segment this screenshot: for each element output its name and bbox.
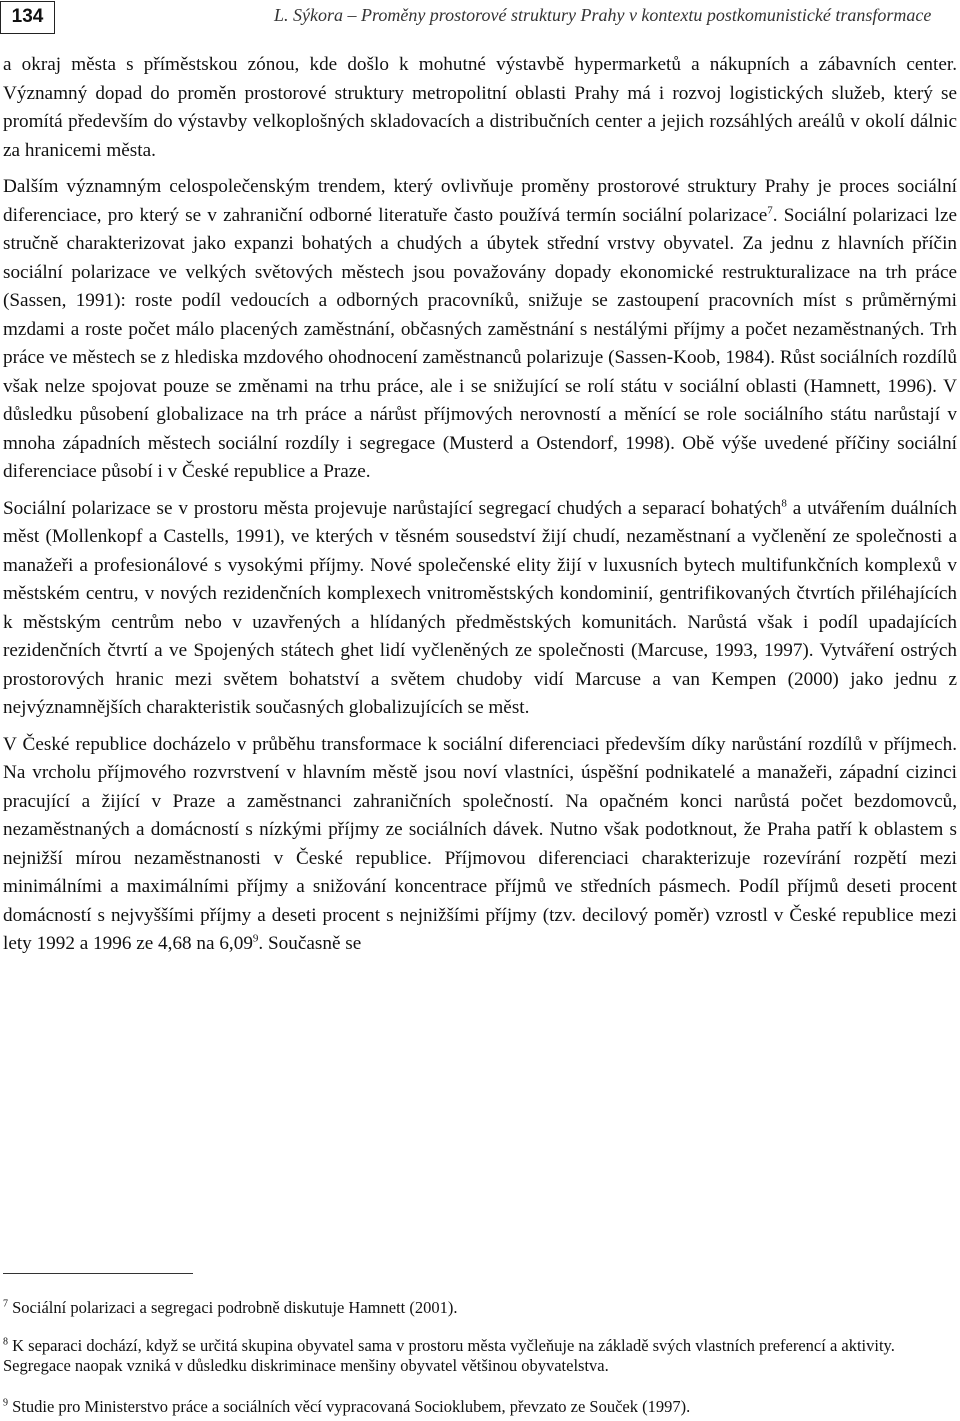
running-title: L. Sýkora – Proměny prostorové struktury Prahy v kontextu postkomunistické transformace: [274, 5, 932, 25]
paragraph-1: a okraj města s příměstskou zónou, kde došlo k mohutné výstavbě hypermarketů a nákupních a zábavních center. Významný dopad do proměn prostorové struktury metropolitní oblasti Prahy má i rozvoj logistických služeb, který se promítá především do výstavby velkoplošných skladovacích a distribučních center a jejich rozsáhlých areálů v okolí dálnic za hranicemi města.: [3, 54, 957, 161]
paragraph-2-part-a: Dalším významným celospolečenským trendem, který ovlivňuje proměny prostorové struktury Prahy je proces sociální diferenciace, pro který se v zahraniční odborné literatuře často používá termín sociální polarizace: [3, 176, 957, 226]
footnote-7-number: 7: [3, 1298, 8, 1310]
footnote-7-text: Sociální polarizaci a segregaci podrobně diskutuje Hamnett (2001).: [8, 1298, 458, 1317]
footnote-ref-8: 8: [781, 497, 787, 510]
footnote-8-number: 8: [3, 1336, 8, 1348]
footnote-9-text: Studie pro Ministerstvo práce a sociálních věcí vypracovaná Socioklubem, převzato ze Souček (1997).: [8, 1397, 691, 1416]
footnote-8-text: K separaci dochází, když se určitá skupina obyvatel sama v prostoru města vyčleňuje na základě svých vlastních preferencí a aktivity. Segregace naopak vzniká v důsledku diskriminace menšiny obyvatel většinou obyvatelstva.: [3, 1336, 895, 1375]
paragraph-4-part-b: . Současně se: [258, 933, 362, 954]
paragraph-3-part-b: a utvářením duálních měst (Mollenkopf a Castells, 1991), ve kterých v těsném sousedství žijí chudí, nezaměstnaní a vyčlenění ze společnosti a manažeři a profesionálové s vysokými příjmy. Nové společenské elity žijí v luxusních bytech multifunkčních komplexů v městském centru, v nových rezidenčních komplexech vnitroměstských kondominií, gentrifikovaných čtvrtích přiléhajících k městským centrům nebo v uzavřených a hlídaných předměstských komunitách. Narůstá však i podíl upadajících rezidenčních čtvrtí a ve Spojených státech ghet lidí vyčleněných ze společnosti (Marcuse, 1993, 1997). Vytváření ostrých prostorových hranic mezi světem bohatství a světem chudoby vidí Marcuse a van Kempen (2000) jako jednu z nejvýznamnějších charakteristik současných globalizujících se měst.: [3, 497, 957, 718]
paragraph-2: [3, 173, 957, 487]
paragraph-4: [3, 731, 957, 959]
footnote-ref-7: 7: [767, 204, 773, 217]
paragraph-2-part-b: . Sociální polarizaci lze stručně charakterizovat jako expanzi bohatých a chudých a úbytek střední vrstvy obyvatel. Za jednu z hlavních příčin sociální polarizace ve velkých světových městech jsou považovány dopady ekonomické restrukturalizace na trh práce (Sassen, 1991): roste podíl vedoucích a odborných pracovníků, snižuje se zastoupení pracovních míst s průměrnými mzdami a roste počet málo placených zaměstnání, občasných zaměstnání s nestálými příjmy a počet nezaměstnaných. Trh práce ve městech se z hlediska mzdového ohodnocení zaměstnanců polarizuje (Sassen-Koob, 1984). Růst sociálních rozdílů však nelze spojovat pouze se změnami na trhu práce, ale i se snižující se rolí státu v sociální oblasti (Hamnett, 1996). V důsledku působení globalizace na trh práce a nárůst příjmových nerovností a měnící se role sociálního státu narůstají v mnoha západních městech sociální rozdíly i segregace (Musterd a Ostendorf, 1998). Obě výše uvedené příčiny sociální diferenciace působí i v České republice a Praze.: [3, 204, 958, 482]
footnote-7: [3, 1298, 957, 1318]
page-header: [0, 0, 960, 36]
footnote-ref-9: 9: [252, 932, 259, 945]
footnote-separator: [3, 1273, 193, 1274]
page-number: 134: [0, 1, 55, 34]
body-text: [3, 51, 957, 959]
footnote-9: [3, 1397, 957, 1417]
paragraph-3-part-a: Sociální polarizace se v prostoru města projevuje narůstající segregací chudých a separací bohatých: [3, 497, 782, 519]
paragraph-4-part-a: V České republice docházelo v průběhu transformace k sociální diferenciaci především díky narůstání rozdílů v příjmech. Na vrcholu příjmového rozvrstvení v hlavním městě jsou noví vlastníci, úspěšní podnikatelé a manažeři, západní cizinci pracující a žijící v Praze a zaměstnanci zahraničních společností. Na opačném konci narůstá počet bezdomovců, nezaměstnaných a domácností s nízkými příjmy ze sociálních dávek. Nutno však podotknout, že Praha patří k oblastem s nejnižší mírou nezaměstnanosti v České republice. Příjmovou diferenciaci charakterizuje rozevírání rozpětí mezi minimálními a maximálními příjmy a snižování koncentrace příjmů ve středních pásmech. Podíl příjmů deseti procent domácností s nejvyššími příjmy a deseti procent s nejnižšími příjmy (tzv. decilový poměr) vzrostl v České republice mezi lety 1992 a 1996 ze 4,68 na 6,09: [3, 733, 957, 954]
footnote-8: [3, 1336, 957, 1376]
footnote-9-number: 9: [3, 1397, 8, 1409]
paragraph-3: [3, 495, 957, 723]
